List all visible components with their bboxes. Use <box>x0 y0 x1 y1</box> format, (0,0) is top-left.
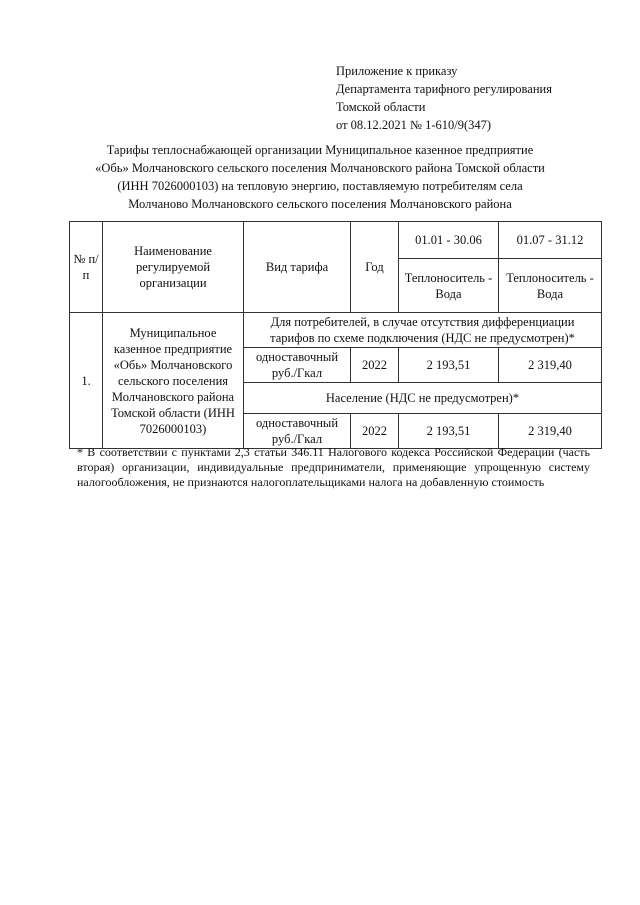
header-year: Год <box>351 222 399 313</box>
tariff-type-cell: одноставочный руб./Гкал <box>244 348 351 383</box>
year-cell: 2022 <box>351 414 399 449</box>
header-organization: Наименование регулируемой организации <box>103 222 244 313</box>
title-line: Тарифы теплоснабжающей организации Муниципальное казенное предприятие <box>106 143 534 157</box>
header-tariff-type: Вид тарифа <box>244 222 351 313</box>
header-carrier-first-half: Теплоноситель - Вода <box>399 259 499 313</box>
year-cell: 2022 <box>351 348 399 383</box>
tariff-value-second-half: 2 319,40 <box>499 348 602 383</box>
table-row <box>70 313 602 348</box>
vat-footnote: * В соответствии с пунктами 2,3 статьи 346.11 Налогового кодекса Российской Федерации (часть вторая) организации, индивидуальные предприниматели, применяющие упрощенную систему налогообложения, не признаются налогоплательщиками налога на добавленную стоимость <box>77 445 590 489</box>
tariff-value-second-half: 2 319,40 <box>499 414 602 449</box>
table-header-row <box>70 222 602 259</box>
appendix-order-reference: от 08.12.2021 № 1-610/9(347) <box>336 118 492 132</box>
row-number: 1. <box>70 313 103 449</box>
appendix-header <box>336 62 626 134</box>
appendix-line: Департамента тарифного регулирования <box>336 82 552 96</box>
document-title <box>40 141 600 213</box>
header-carrier-second-half: Теплоноситель - Вода <box>499 259 602 313</box>
tariff-type-cell: одноставочный руб./Гкал <box>244 414 351 449</box>
appendix-line: Приложение к приказу <box>336 64 458 78</box>
header-period-first-half: 01.01 - 30.06 <box>399 222 499 259</box>
header-number: № п/п <box>70 222 103 313</box>
header-period-second-half: 01.07 - 31.12 <box>499 222 602 259</box>
title-line: (ИНН 7026000103) на тепловую энергию, поставляемую потребителям села <box>117 179 523 193</box>
tariff-table <box>69 221 602 449</box>
row-organization: Муниципальное казенное предприятие «Обь» Молчановского сельского поселения Молчановского района Томской области (ИНН 7026000103) <box>103 313 244 449</box>
tariff-value-first-half: 2 193,51 <box>399 348 499 383</box>
section-heading: Для потребителей, в случае отсутствия дифференциации тарифов по схеме подключения (НДС не предусмотрен)* <box>244 313 602 348</box>
appendix-line: Томской области <box>336 100 426 114</box>
section-heading: Население (НДС не предусмотрен)* <box>244 383 602 414</box>
tariff-value-first-half: 2 193,51 <box>399 414 499 449</box>
title-line: «Обь» Молчановского сельского поселения Молчановского района Томской области <box>95 161 545 175</box>
title-line: Молчаново Молчановского сельского поселения Молчановского района <box>128 197 512 211</box>
